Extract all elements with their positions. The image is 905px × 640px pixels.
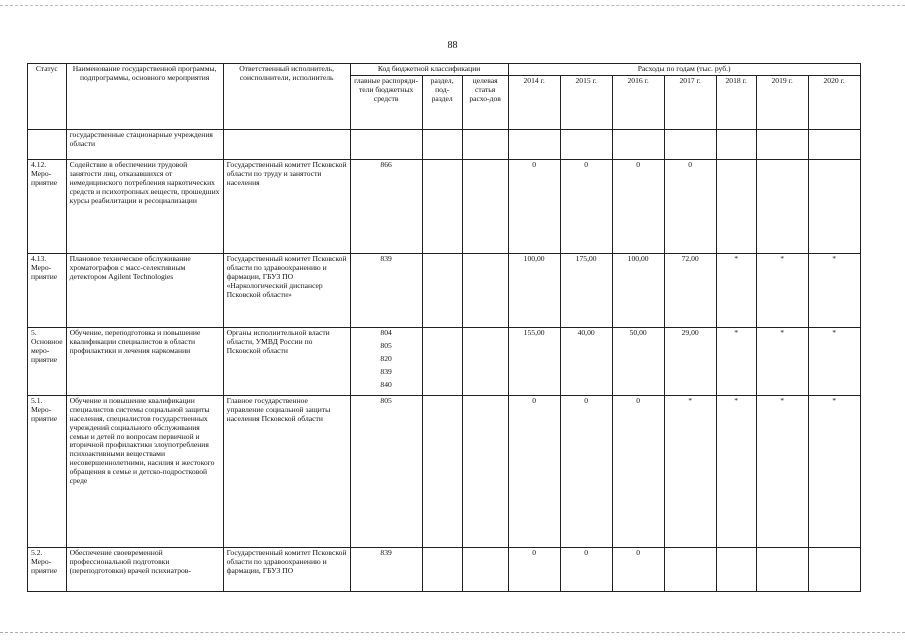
row-code: 804 — [380, 327, 392, 337]
row-value: 40,00 — [560, 327, 612, 395]
header-year: 2019 г. — [756, 75, 808, 129]
row-code: 839 — [380, 547, 392, 557]
row-section — [422, 129, 462, 159]
row-target — [462, 395, 508, 547]
row-value — [664, 129, 716, 159]
row-name: Обеспечение своевременной профессиональной подготовки (переподготовки) врачей психиатров- — [66, 547, 223, 591]
row-value: 0 — [612, 395, 664, 547]
header-section: раздел, под-раздел — [422, 75, 462, 129]
row-section — [422, 395, 462, 547]
row-value: 0 — [664, 159, 716, 253]
expenses-table — [27, 63, 861, 592]
row-value — [612, 129, 664, 159]
row-value: * — [808, 253, 860, 327]
row-executor: Государственный комитет Псковской области по здравоохранению и фармации, ГБУЗ ПО «Наркологический диспансер Псковской области» — [223, 253, 350, 327]
row-codes — [350, 547, 422, 591]
row-executor: Государственный комитет Псковской области по труду и занятости населения — [223, 159, 350, 253]
row-code: 866 — [380, 159, 392, 169]
row-target — [462, 327, 508, 395]
row-target — [462, 253, 508, 327]
scan-top-edge — [0, 0, 905, 6]
row-value — [756, 547, 808, 591]
row-status: 5.1. Меро-приятие — [28, 395, 67, 547]
row-value — [808, 547, 860, 591]
row-status: 5.2. Меро-приятие — [28, 547, 67, 591]
row-value: 0 — [508, 159, 560, 253]
row-value — [560, 129, 612, 159]
row-codes — [350, 129, 422, 159]
row-value: * — [664, 395, 716, 547]
row-value — [664, 547, 716, 591]
header-executor: Ответственный исполнитель, соисполнители, исполнитель — [223, 64, 350, 130]
row-executor: Государственный комитет Псковской области по здравоохранению и фармации, ГБУЗ ПО — [223, 547, 350, 591]
row-value: * — [808, 395, 860, 547]
row-value: 0 — [612, 159, 664, 253]
header-year: 2015 г. — [560, 75, 612, 129]
row-value — [808, 159, 860, 253]
row-value: * — [756, 395, 808, 547]
row-name: государственные стационарные учреждения области — [66, 129, 223, 159]
row-name: Плановое техническое обслуживание хроматографов с масс-селективным детектором Agilent Technologies — [66, 253, 223, 327]
row-section — [422, 547, 462, 591]
row-value: * — [756, 253, 808, 327]
row-value: 72,00 — [664, 253, 716, 327]
row-value: 175,00 — [560, 253, 612, 327]
row-value — [756, 129, 808, 159]
header-year: 2014 г. — [508, 75, 560, 129]
row-codes — [350, 327, 422, 395]
row-name: Содействие в обеспечении трудовой занятости лиц, отказавшихся от немедицинского потребления наркотических средств и психотропных веществ, прошедших курсы реабилитации и ресоциализации — [66, 159, 223, 253]
row-target — [462, 129, 508, 159]
row-value: 0 — [508, 395, 560, 547]
row-code: 839 — [380, 253, 392, 263]
row-codes — [350, 253, 422, 327]
row-value: * — [716, 253, 756, 327]
row-code: 805 — [380, 340, 392, 350]
row-value — [716, 547, 756, 591]
table-row — [28, 327, 861, 395]
row-value — [756, 159, 808, 253]
row-value: 0 — [560, 547, 612, 591]
row-section — [422, 327, 462, 395]
row-codes — [350, 159, 422, 253]
row-status: 5. Основное меро-приятие — [28, 327, 67, 395]
row-status: 4.13. Меро-приятие — [28, 253, 67, 327]
row-value — [716, 129, 756, 159]
row-value: 0 — [560, 395, 612, 547]
header-year: 2017 г. — [664, 75, 716, 129]
header-year: 2020 г. — [808, 75, 860, 129]
row-value: * — [716, 395, 756, 547]
header-name: Наименование государственной программы, подпрограммы, основного мероприятия — [66, 64, 223, 130]
row-value: * — [756, 327, 808, 395]
row-section — [422, 159, 462, 253]
row-status: 4.12. Меро-приятие — [28, 159, 67, 253]
row-value: 100,00 — [612, 253, 664, 327]
table-row — [28, 253, 861, 327]
row-code: 839 — [380, 366, 392, 376]
row-status — [28, 129, 67, 159]
row-value — [808, 129, 860, 159]
row-value: * — [716, 327, 756, 395]
row-value — [716, 159, 756, 253]
table-row — [28, 159, 861, 253]
row-value: 0 — [612, 547, 664, 591]
table-row — [28, 395, 861, 547]
row-value: 155,00 — [508, 327, 560, 395]
row-code: 805 — [380, 395, 392, 405]
row-value: 50,00 — [612, 327, 664, 395]
row-name: Обучение, переподготовка и повышение квалификации специалистов в области профилактики и лечения наркомании — [66, 327, 223, 395]
table-row — [28, 547, 861, 591]
row-section — [422, 253, 462, 327]
row-code: 840 — [380, 379, 392, 389]
row-executor: Главное государственное управление социальной защиты населения Псковской области — [223, 395, 350, 547]
row-value: 100,00 — [508, 253, 560, 327]
header-main-manager: главные распоряди-тели бюджетных средств — [350, 75, 422, 129]
row-value — [508, 129, 560, 159]
row-target — [462, 547, 508, 591]
header-budget-code: Код бюджетной классификации — [350, 64, 508, 76]
header-expenses: Расходы по годам (тыс. руб.) — [508, 64, 860, 76]
row-executor: Органы исполнительной власти области, УМВД России по Псковской области — [223, 327, 350, 395]
header-year: 2016 г. — [612, 75, 664, 129]
row-value: 0 — [508, 547, 560, 591]
page-number: 88 — [447, 40, 458, 51]
header-year: 2018 г. — [716, 75, 756, 129]
row-code: 820 — [380, 353, 392, 363]
row-value: * — [808, 327, 860, 395]
row-value: 29,00 — [664, 327, 716, 395]
table-row — [28, 129, 861, 159]
header-target-article: целевая статья расхо-дов — [462, 75, 508, 129]
row-name: Обучение и повышение квалификации специалистов системы социальной защиты населения, специалистов государственных учреждений социального обслуживания семьи и детей по вопросам первичной и вторичной профилактики злоупотребления психоактивными веществами несовершеннолетними, насилия и жестокого обращения в семье и детско-подростковой среде — [66, 395, 223, 547]
header-status: Статус — [28, 64, 67, 130]
row-codes — [350, 395, 422, 547]
row-target — [462, 159, 508, 253]
scan-bottom-edge — [0, 632, 905, 636]
row-executor — [223, 129, 350, 159]
row-value: 0 — [560, 159, 612, 253]
